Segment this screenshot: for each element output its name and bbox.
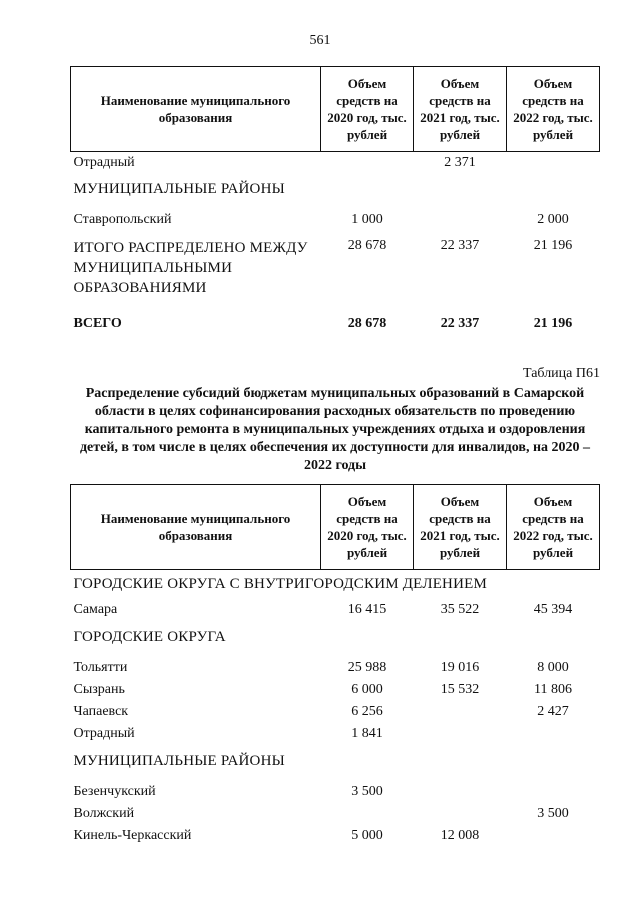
row-name: ИТОГО РАСПРЕДЕЛЕНО МЕЖДУ МУНИЦИПАЛЬНЫМИ ОБРАЗОВАНИЯМИ [73, 239, 308, 296]
table-label: Таблица П61 [523, 366, 600, 381]
value-2020: 25 988 [347, 659, 387, 675]
value-2022 [507, 724, 600, 746]
value-2022: 2 427 [537, 703, 569, 719]
column-header-2020: Объем средств на 2020 год, тыс. рублей [321, 485, 414, 570]
table-row [71, 204, 600, 232]
value-2020 [321, 174, 414, 204]
column-header-2022: Объем средств на 2022 год, тыс. рублей [507, 485, 600, 570]
table-row [71, 152, 600, 174]
column-header-2022: Объем средств на 2022 год, тыс. рублей [507, 67, 600, 152]
column-header-2021: Объем средств на 2021 год, тыс. рублей [414, 67, 507, 152]
column-header-name: Наименование муниципального образования [71, 485, 321, 570]
value-2022: 45 394 [533, 601, 573, 617]
row-name: Волжский [73, 805, 135, 821]
value-2021 [414, 776, 507, 804]
value-2022 [507, 826, 600, 848]
value-2021 [414, 724, 507, 746]
value-2020: 28 678 [347, 315, 387, 331]
value-2022: 8 000 [537, 659, 569, 675]
table-row [71, 652, 600, 680]
row-name: ВСЕГО [73, 315, 122, 331]
value-2021 [414, 204, 507, 232]
row-name: Самара [73, 601, 118, 617]
table-caption [70, 366, 600, 475]
value-2022: 11 806 [534, 681, 572, 697]
value-2022 [507, 152, 600, 174]
row-name: Кинель-Черкасский [73, 827, 192, 843]
table-row [71, 724, 600, 746]
table-title: Распределение субсидий бюджетам муниципальных образований в Самарской области в целях софинансирования расходных обязательств по проведению капитального ремонта в муниципальных учреждениях отдыха и оздоровления детей, в том числе в целях обеспечения их доступности для инвалидов, на 2020 – 2022 годы [79, 386, 591, 473]
section-title: ГОРОДСКИЕ ОКРУГА [73, 628, 226, 645]
row-name: Отрадный [73, 155, 135, 170]
value-2020: 5 000 [351, 827, 383, 843]
value-2020: 6 000 [351, 681, 383, 697]
value-2021: 15 532 [440, 681, 480, 697]
table-row [71, 680, 600, 702]
table-row [71, 702, 600, 724]
value-2022: 2 000 [537, 211, 569, 227]
value-2022: 21 196 [533, 315, 573, 331]
row-name: Отрадный [73, 725, 135, 741]
row-name: Чапаевск [73, 703, 129, 719]
section-row [71, 746, 600, 776]
value-2020: 6 256 [351, 703, 383, 719]
table-header-row [71, 67, 600, 152]
column-header-2020: Объем средств на 2020 год, тыс. рублей [321, 67, 414, 152]
value-2021 [414, 702, 507, 724]
page-number: 561 [309, 33, 331, 48]
value-2022 [507, 776, 600, 804]
value-2021: 22 337 [440, 315, 480, 331]
value-2022: 21 196 [533, 237, 573, 253]
table-row [71, 804, 600, 826]
grand-total-row [71, 308, 600, 332]
row-name: Ставропольский [73, 211, 172, 227]
value-2021: 35 522 [440, 601, 480, 617]
subsidy-table-p61 [70, 484, 600, 848]
value-2022: 3 500 [537, 805, 569, 821]
value-2021: 2 371 [444, 155, 476, 170]
table-header-row [71, 485, 600, 570]
total-distributed-row [71, 232, 600, 308]
value-2020: 3 500 [351, 783, 383, 799]
value-2022 [507, 174, 600, 204]
value-2021: 19 016 [440, 659, 480, 675]
section-title: МУНИЦИПАЛЬНЫЕ РАЙОНЫ [73, 180, 285, 197]
value-2020: 16 415 [347, 601, 387, 617]
row-name: Сызрань [73, 681, 125, 697]
section-row [71, 622, 600, 652]
value-2020 [321, 152, 414, 174]
column-header-2021: Объем средств на 2021 год, тыс. рублей [414, 485, 507, 570]
section-row [71, 570, 600, 596]
value-2020 [321, 804, 414, 826]
value-2021 [414, 174, 507, 204]
section-row [71, 174, 600, 204]
section-title: ГОРОДСКИЕ ОКРУГА С ВНУТРИГОРОДСКИМ ДЕЛЕНИЕМ [73, 576, 488, 592]
value-2021: 22 337 [440, 237, 480, 253]
column-header-name: Наименование муниципального образования [71, 67, 321, 152]
row-name: Безенчукский [73, 783, 156, 799]
table-row [71, 596, 600, 622]
section-title: МУНИЦИПАЛЬНЫЕ РАЙОНЫ [73, 752, 285, 769]
table-row [71, 776, 600, 804]
subsidy-table-continued [70, 66, 600, 332]
value-2021 [414, 804, 507, 826]
row-name: Тольятти [73, 659, 128, 675]
table-row [71, 826, 600, 848]
value-2021: 12 008 [440, 827, 480, 843]
value-2020: 28 678 [347, 237, 387, 253]
value-2020: 1 841 [351, 725, 383, 741]
value-2020: 1 000 [351, 211, 383, 227]
